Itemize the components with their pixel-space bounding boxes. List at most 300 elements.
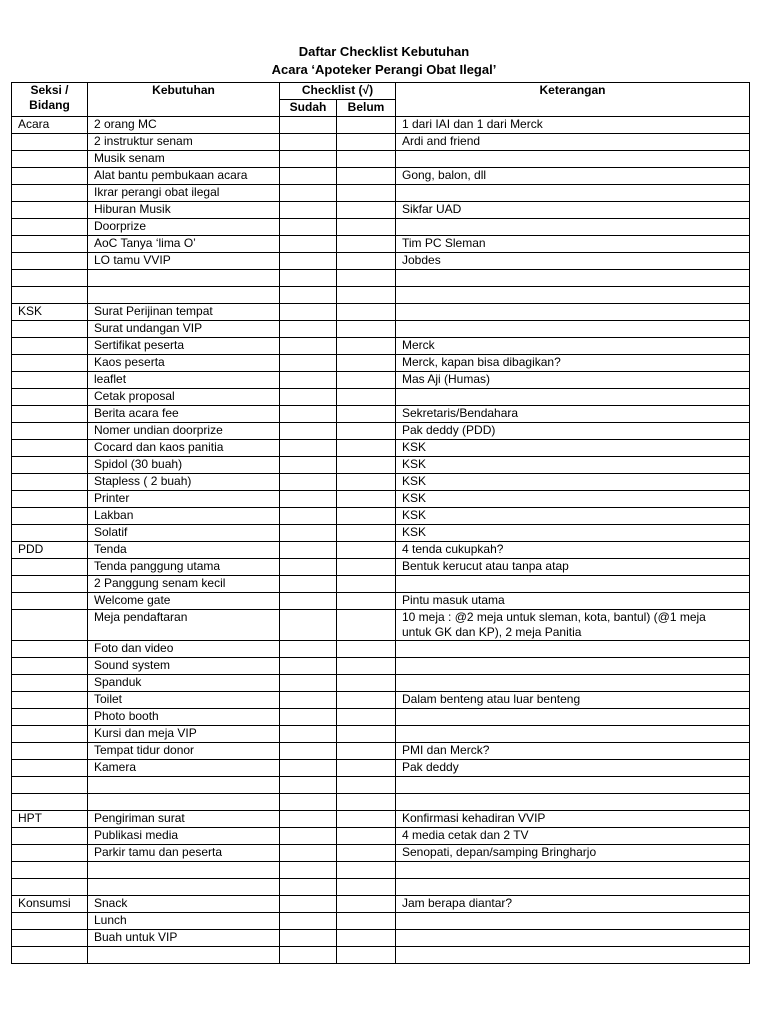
- document-title: Daftar Checklist Kebutuhan: [298, 44, 470, 59]
- section-cell: [12, 913, 88, 930]
- belum-check-cell[interactable]: [337, 168, 396, 185]
- kebutuhan-cell: Hiburan Musik: [88, 202, 280, 219]
- keterangan-cell: Pintu masuk utama: [396, 593, 750, 610]
- sudah-check-cell[interactable]: [280, 457, 337, 474]
- belum-check-cell[interactable]: [337, 675, 396, 692]
- keterangan-cell: [396, 185, 750, 202]
- table-row: [12, 879, 750, 896]
- belum-check-cell[interactable]: [337, 610, 396, 641]
- keterangan-cell: [396, 641, 750, 658]
- table-row: [12, 270, 750, 287]
- kebutuhan-cell: Musik senam: [88, 151, 280, 168]
- section-cell: [12, 202, 88, 219]
- sudah-check-cell[interactable]: [280, 947, 337, 964]
- keterangan-cell: KSK: [396, 508, 750, 525]
- belum-check-cell[interactable]: [337, 474, 396, 491]
- table-row: [12, 862, 750, 879]
- header-sudah: Sudah: [280, 100, 337, 117]
- belum-check-cell[interactable]: [337, 134, 396, 151]
- keterangan-cell: Senopati, depan/samping Bringharjo: [396, 845, 750, 862]
- keterangan-cell: Konfirmasi kehadiran VVIP: [396, 811, 750, 828]
- belum-check-cell[interactable]: [337, 185, 396, 202]
- keterangan-cell: [396, 947, 750, 964]
- table-row: [12, 321, 750, 338]
- sudah-check-cell[interactable]: [280, 440, 337, 457]
- checklist-table: [11, 82, 750, 964]
- belum-check-cell[interactable]: [337, 896, 396, 913]
- event-title: Acara ‘Apoteker Perangi Obat Ilegal’: [271, 62, 497, 77]
- header-belum: Belum: [337, 100, 396, 117]
- table-row: [12, 593, 750, 610]
- header-seksi-bidang: [12, 83, 88, 117]
- sudah-check-cell[interactable]: [280, 794, 337, 811]
- kebutuhan-cell: Ikrar perangi obat ilegal: [88, 185, 280, 202]
- section-cell: [12, 658, 88, 675]
- table-row: [12, 508, 750, 525]
- sudah-check-cell[interactable]: [280, 185, 337, 202]
- keterangan-cell: KSK: [396, 525, 750, 542]
- kebutuhan-cell: Toilet: [88, 692, 280, 709]
- keterangan-cell: [396, 913, 750, 930]
- kebutuhan-cell: [88, 862, 280, 879]
- belum-check-cell[interactable]: [337, 253, 396, 270]
- belum-check-cell[interactable]: [337, 440, 396, 457]
- table-row: [12, 423, 750, 440]
- belum-check-cell[interactable]: [337, 202, 396, 219]
- section-cell: [12, 610, 88, 641]
- section-cell: [12, 287, 88, 304]
- sudah-check-cell[interactable]: [280, 726, 337, 743]
- keterangan-cell: 4 tenda cukupkah?: [396, 542, 750, 559]
- section-cell: [12, 474, 88, 491]
- table-row: [12, 474, 750, 491]
- sudah-check-cell[interactable]: [280, 423, 337, 440]
- keterangan-cell: PMI dan Merck?: [396, 743, 750, 760]
- kebutuhan-cell: [88, 947, 280, 964]
- sudah-check-cell[interactable]: [280, 879, 337, 896]
- table-row: [12, 151, 750, 168]
- keterangan-cell: Jobdes: [396, 253, 750, 270]
- keterangan-cell: Merck: [396, 338, 750, 355]
- kebutuhan-cell: Kursi dan meja VIP: [88, 726, 280, 743]
- section-cell: [12, 726, 88, 743]
- belum-check-cell[interactable]: [337, 236, 396, 253]
- table-row: [12, 896, 750, 913]
- kebutuhan-cell: Cetak proposal: [88, 389, 280, 406]
- section-cell: [12, 879, 88, 896]
- kebutuhan-cell: Surat undangan VIP: [88, 321, 280, 338]
- belum-check-cell[interactable]: [337, 777, 396, 794]
- sudah-check-cell[interactable]: [280, 610, 337, 641]
- belum-check-cell[interactable]: [337, 930, 396, 947]
- kebutuhan-cell: 2 orang MC: [88, 117, 280, 134]
- sudah-check-cell[interactable]: [280, 287, 337, 304]
- kebutuhan-cell: Sertifikat peserta: [88, 338, 280, 355]
- kebutuhan-cell: Foto dan video: [88, 641, 280, 658]
- belum-check-cell[interactable]: [337, 287, 396, 304]
- sudah-check-cell[interactable]: [280, 389, 337, 406]
- section-cell: [12, 219, 88, 236]
- section-cell: [12, 576, 88, 593]
- keterangan-cell: KSK: [396, 491, 750, 508]
- belum-check-cell[interactable]: [337, 389, 396, 406]
- section-cell: [12, 372, 88, 389]
- sudah-check-cell[interactable]: [280, 134, 337, 151]
- table-row: [12, 675, 750, 692]
- section-cell: [12, 406, 88, 423]
- kebutuhan-cell: Tenda: [88, 542, 280, 559]
- table-row: [12, 219, 750, 236]
- sudah-check-cell[interactable]: [280, 151, 337, 168]
- table-row: [12, 811, 750, 828]
- keterangan-cell: [396, 777, 750, 794]
- table-row: [12, 491, 750, 508]
- keterangan-cell: KSK: [396, 474, 750, 491]
- section-cell: [12, 525, 88, 542]
- sudah-check-cell[interactable]: [280, 862, 337, 879]
- kebutuhan-cell: LO tamu VVIP: [88, 253, 280, 270]
- table-row: [12, 253, 750, 270]
- belum-check-cell[interactable]: [337, 117, 396, 134]
- sudah-check-cell[interactable]: [280, 913, 337, 930]
- sudah-check-cell[interactable]: [280, 692, 337, 709]
- kebutuhan-cell: Stapless ( 2 buah): [88, 474, 280, 491]
- belum-check-cell[interactable]: [337, 338, 396, 355]
- sudah-check-cell[interactable]: [280, 760, 337, 777]
- sudah-check-cell[interactable]: [280, 355, 337, 372]
- belum-check-cell[interactable]: [337, 457, 396, 474]
- kebutuhan-cell: Photo booth: [88, 709, 280, 726]
- table-row: [12, 304, 750, 321]
- sudah-check-cell[interactable]: [280, 675, 337, 692]
- keterangan-cell: Gong, balon, dll: [396, 168, 750, 185]
- table-row: [12, 389, 750, 406]
- belum-check-cell[interactable]: [337, 321, 396, 338]
- sudah-check-cell[interactable]: [280, 253, 337, 270]
- belum-check-cell[interactable]: [337, 811, 396, 828]
- section-cell: [12, 355, 88, 372]
- belum-check-cell[interactable]: [337, 406, 396, 423]
- table-row: [12, 947, 750, 964]
- keterangan-cell: [396, 287, 750, 304]
- belum-check-cell[interactable]: [337, 559, 396, 576]
- kebutuhan-cell: Kamera: [88, 760, 280, 777]
- keterangan-cell: [396, 930, 750, 947]
- kebutuhan-cell: Meja pendaftaran: [88, 610, 280, 641]
- kebutuhan-cell: Snack: [88, 896, 280, 913]
- belum-check-cell[interactable]: [337, 491, 396, 508]
- belum-check-cell[interactable]: [337, 304, 396, 321]
- belum-check-cell[interactable]: [337, 151, 396, 168]
- keterangan-cell: [396, 304, 750, 321]
- keterangan-cell: [396, 219, 750, 236]
- belum-check-cell[interactable]: [337, 593, 396, 610]
- belum-check-cell[interactable]: [337, 658, 396, 675]
- keterangan-cell: [396, 610, 750, 641]
- sudah-check-cell[interactable]: [280, 743, 337, 760]
- sudah-check-cell[interactable]: [280, 658, 337, 675]
- keterangan-cell: Bentuk kerucut atau tanpa atap: [396, 559, 750, 576]
- kebutuhan-cell: Welcome gate: [88, 593, 280, 610]
- section-name: Acara: [12, 117, 88, 134]
- kebutuhan-cell: Sound system: [88, 658, 280, 675]
- belum-check-cell[interactable]: [337, 423, 396, 440]
- keterangan-cell: Ardi and friend: [396, 134, 750, 151]
- kebutuhan-cell: Parkir tamu dan peserta: [88, 845, 280, 862]
- keterangan-cell: Mas Aji (Humas): [396, 372, 750, 389]
- kebutuhan-cell: Solatif: [88, 525, 280, 542]
- sudah-check-cell[interactable]: [280, 491, 337, 508]
- table-row: [12, 726, 750, 743]
- sudah-check-cell[interactable]: [280, 270, 337, 287]
- belum-check-cell[interactable]: [337, 726, 396, 743]
- keterangan-cell: [396, 794, 750, 811]
- table-row: [12, 338, 750, 355]
- kebutuhan-cell: Pengiriman surat: [88, 811, 280, 828]
- table-row: [12, 134, 750, 151]
- kebutuhan-cell: Cocard dan kaos panitia: [88, 440, 280, 457]
- kebutuhan-cell: AoC Tanya ‘lima O’: [88, 236, 280, 253]
- belum-check-cell[interactable]: [337, 576, 396, 593]
- section-cell: [12, 491, 88, 508]
- table-row: [12, 457, 750, 474]
- table-row: [12, 709, 750, 726]
- table-row: [12, 117, 750, 134]
- belum-check-cell[interactable]: [337, 794, 396, 811]
- header-kebutuhan: Kebutuhan: [88, 83, 280, 117]
- table-row: [12, 930, 750, 947]
- section-cell: [12, 321, 88, 338]
- table-row: [12, 658, 750, 675]
- keterangan-cell: Pak deddy (PDD): [396, 423, 750, 440]
- sudah-check-cell[interactable]: [280, 219, 337, 236]
- kebutuhan-cell: Berita acara fee: [88, 406, 280, 423]
- keterangan-cell: Tim PC Sleman: [396, 236, 750, 253]
- sudah-check-cell[interactable]: [280, 576, 337, 593]
- keterangan-cell: 1 dari IAI dan 1 dari Merck: [396, 117, 750, 134]
- keterangan-cell: [396, 726, 750, 743]
- belum-check-cell[interactable]: [337, 219, 396, 236]
- table-row: [12, 525, 750, 542]
- header-checklist: Checklist (√): [280, 83, 396, 100]
- kebutuhan-cell: [88, 794, 280, 811]
- table-body: [12, 117, 750, 964]
- header-seksi: Seksi /: [30, 83, 69, 97]
- section-cell: [12, 253, 88, 270]
- belum-check-cell[interactable]: [337, 845, 396, 862]
- table-row: [12, 692, 750, 709]
- belum-check-cell[interactable]: [337, 355, 396, 372]
- table-row: [12, 406, 750, 423]
- section-cell: [12, 828, 88, 845]
- section-cell: [12, 423, 88, 440]
- table-row: [12, 236, 750, 253]
- section-cell: [12, 930, 88, 947]
- section-cell: [12, 338, 88, 355]
- sudah-check-cell[interactable]: [280, 508, 337, 525]
- belum-check-cell[interactable]: [337, 760, 396, 777]
- table-row: [12, 794, 750, 811]
- kebutuhan-cell: [88, 287, 280, 304]
- section-cell: [12, 593, 88, 610]
- sudah-check-cell[interactable]: [280, 930, 337, 947]
- section-cell: [12, 743, 88, 760]
- keterangan-cell: [396, 709, 750, 726]
- keterangan-cell: Merck, kapan bisa dibagikan?: [396, 355, 750, 372]
- sudah-check-cell[interactable]: [280, 321, 337, 338]
- sudah-check-cell[interactable]: [280, 896, 337, 913]
- header-bidang: Bidang: [29, 98, 70, 112]
- kebutuhan-cell: Lakban: [88, 508, 280, 525]
- sudah-check-cell[interactable]: [280, 559, 337, 576]
- keterangan-cell: [396, 389, 750, 406]
- sudah-check-cell[interactable]: [280, 811, 337, 828]
- sudah-check-cell[interactable]: [280, 828, 337, 845]
- table-row: [12, 610, 750, 641]
- section-cell: [12, 508, 88, 525]
- sudah-check-cell[interactable]: [280, 168, 337, 185]
- table-row: [12, 185, 750, 202]
- belum-check-cell[interactable]: [337, 692, 396, 709]
- keterangan-cell: Pak deddy: [396, 760, 750, 777]
- keterangan-cell: 4 media cetak dan 2 TV: [396, 828, 750, 845]
- belum-check-cell[interactable]: [337, 913, 396, 930]
- belum-check-cell[interactable]: [337, 862, 396, 879]
- belum-check-cell[interactable]: [337, 372, 396, 389]
- table-row: [12, 287, 750, 304]
- kebutuhan-cell: Tempat tidur donor: [88, 743, 280, 760]
- section-name: HPT: [12, 811, 88, 828]
- kebutuhan-cell: Buah untuk VIP: [88, 930, 280, 947]
- section-cell: [12, 760, 88, 777]
- belum-check-cell[interactable]: [337, 879, 396, 896]
- kebutuhan-cell: Lunch: [88, 913, 280, 930]
- sudah-check-cell[interactable]: [280, 202, 337, 219]
- table-row: [12, 743, 750, 760]
- belum-check-cell[interactable]: [337, 947, 396, 964]
- sudah-check-cell[interactable]: [280, 236, 337, 253]
- table-row: [12, 777, 750, 794]
- kebutuhan-cell: Spidol (30 buah): [88, 457, 280, 474]
- table-row: [12, 559, 750, 576]
- section-cell: [12, 641, 88, 658]
- sudah-check-cell[interactable]: [280, 641, 337, 658]
- keterangan-cell: Sikfar UAD: [396, 202, 750, 219]
- sudah-check-cell[interactable]: [280, 525, 337, 542]
- table-row: [12, 355, 750, 372]
- table-row: [12, 845, 750, 862]
- keterangan-line: 10 meja : @2 meja untuk sleman, kota, bantul) (@1 meja: [402, 610, 706, 624]
- belum-check-cell[interactable]: [337, 508, 396, 525]
- section-cell: [12, 270, 88, 287]
- sudah-check-cell[interactable]: [280, 709, 337, 726]
- section-cell: [12, 168, 88, 185]
- table-row: [12, 202, 750, 219]
- table-row: [12, 168, 750, 185]
- belum-check-cell[interactable]: [337, 525, 396, 542]
- table-row: [12, 440, 750, 457]
- section-cell: [12, 947, 88, 964]
- belum-check-cell[interactable]: [337, 270, 396, 287]
- keterangan-cell: [396, 151, 750, 168]
- table-row: [12, 913, 750, 930]
- sudah-check-cell[interactable]: [280, 338, 337, 355]
- section-cell: [12, 236, 88, 253]
- keterangan-cell: [396, 862, 750, 879]
- sudah-check-cell[interactable]: [280, 845, 337, 862]
- section-cell: [12, 692, 88, 709]
- kebutuhan-cell: Tenda panggung utama: [88, 559, 280, 576]
- keterangan-cell: KSK: [396, 440, 750, 457]
- section-cell: [12, 457, 88, 474]
- kebutuhan-cell: Kaos peserta: [88, 355, 280, 372]
- kebutuhan-cell: Surat Perijinan tempat: [88, 304, 280, 321]
- section-cell: [12, 151, 88, 168]
- kebutuhan-cell: Nomer undian doorprize: [88, 423, 280, 440]
- belum-check-cell[interactable]: [337, 709, 396, 726]
- section-cell: [12, 440, 88, 457]
- keterangan-line: untuk GK dan KP), 2 meja Panitia: [402, 625, 582, 639]
- kebutuhan-cell: Publikasi media: [88, 828, 280, 845]
- kebutuhan-cell: 2 Panggung senam kecil: [88, 576, 280, 593]
- section-name: PDD: [12, 542, 88, 559]
- keterangan-cell: [396, 270, 750, 287]
- sudah-check-cell[interactable]: [280, 117, 337, 134]
- section-cell: [12, 709, 88, 726]
- belum-check-cell[interactable]: [337, 743, 396, 760]
- section-cell: [12, 559, 88, 576]
- kebutuhan-cell: Printer: [88, 491, 280, 508]
- keterangan-cell: [396, 576, 750, 593]
- sudah-check-cell[interactable]: [280, 777, 337, 794]
- sudah-check-cell[interactable]: [280, 406, 337, 423]
- section-cell: [12, 675, 88, 692]
- sudah-check-cell[interactable]: [280, 304, 337, 321]
- sudah-check-cell[interactable]: [280, 372, 337, 389]
- section-cell: [12, 389, 88, 406]
- section-cell: [12, 862, 88, 879]
- table-row: [12, 542, 750, 559]
- table-row: [12, 828, 750, 845]
- sudah-check-cell[interactable]: [280, 542, 337, 559]
- kebutuhan-cell: leaflet: [88, 372, 280, 389]
- header-keterangan: Keterangan: [396, 83, 750, 117]
- section-cell: [12, 794, 88, 811]
- belum-check-cell[interactable]: [337, 641, 396, 658]
- section-cell: [12, 777, 88, 794]
- kebutuhan-cell: [88, 270, 280, 287]
- keterangan-cell: [396, 675, 750, 692]
- kebutuhan-cell: [88, 777, 280, 794]
- keterangan-cell: [396, 658, 750, 675]
- sudah-check-cell[interactable]: [280, 593, 337, 610]
- table-row: [12, 576, 750, 593]
- table-row: [12, 641, 750, 658]
- belum-check-cell[interactable]: [337, 542, 396, 559]
- section-cell: [12, 134, 88, 151]
- kebutuhan-cell: 2 instruktur senam: [88, 134, 280, 151]
- keterangan-cell: KSK: [396, 457, 750, 474]
- section-cell: [12, 845, 88, 862]
- table-row: [12, 372, 750, 389]
- kebutuhan-cell: Alat bantu pembukaan acara: [88, 168, 280, 185]
- keterangan-cell: Sekretaris/Bendahara: [396, 406, 750, 423]
- section-name: Konsumsi: [12, 896, 88, 913]
- kebutuhan-cell: [88, 879, 280, 896]
- belum-check-cell[interactable]: [337, 828, 396, 845]
- kebutuhan-cell: Doorprize: [88, 219, 280, 236]
- sudah-check-cell[interactable]: [280, 474, 337, 491]
